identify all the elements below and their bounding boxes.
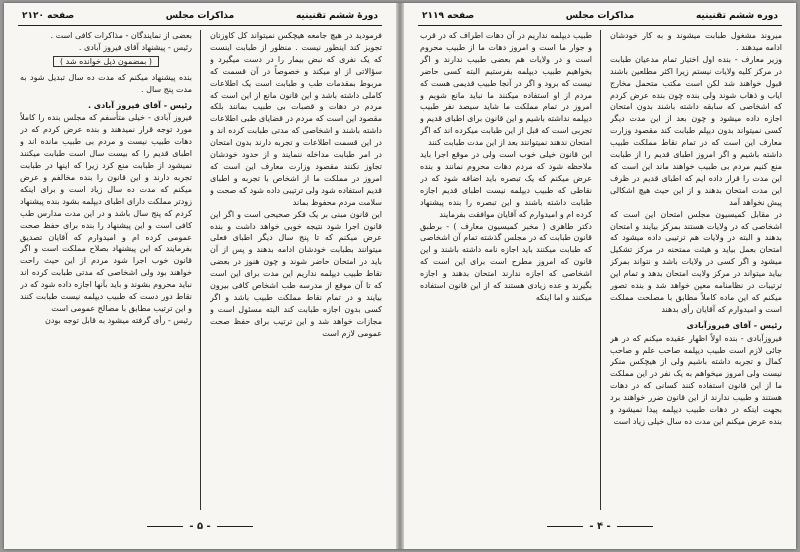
right-folio	[404, 521, 796, 532]
left-header-page-number: صفحه ۲۱۲۰	[22, 11, 75, 21]
right-header-page-number: صفحه ۲۱۱۹	[422, 11, 475, 21]
paragraph: فیروزآبادی - بنده اولاً اظهار عقیده میکنم که در هر جائی لازم است طبیب دیپلمه صاحب علم و صاحب کمال و تجربه داشته باشیم ولی از هیچکس منکر نیست ولی امروز میخواهم به یک نفر در این مملکت ما از این قانون استفاده کنند کسانی که در دهات هستند و طبیب ندارند از این قانون ضرر خواهند برد بجهت اینکه در دهات طبیب دیپلمه پیدا نمیشود و بنده عرض میکنم این مدت ده سال خیلی زیاد است	[610, 333, 782, 426]
book-spread	[4, 3, 796, 549]
left-page-header	[18, 9, 382, 25]
left-page-left-column	[20, 30, 192, 510]
folio-rule	[217, 526, 253, 527]
right-column-divider	[600, 30, 601, 510]
folio-rule	[617, 526, 653, 527]
paragraph: بعضی از نمایندگان - مذاکرات کافی است .	[50, 31, 192, 40]
paragraph: طبیب دیپلمه نداریم در آن دهات اطراف که در قرب و جوار ما است و امروز دهات ما از طبیب محروم است و در ولایات هم بعضی طبیب ندارند و اگر بخواهیم طبیب دیپلمه بفرستیم البته کسی حاضر نیست که برود و اگر در آنجا طبیب قدیمی هست که مردم از او استفاده میکنند ما نباید مانع شویم و امروز در تمام مملکت ما شاید سیصد نفر طبیب دیپلمه نداشته باشیم و این قانون برای اطبای قدیم و تجربی است که قبل از این طبابت میکرده اند که اگر امتحان ندهند نمیتوانند بعد از این مدت طبابت کنند	[420, 31, 592, 148]
paragraph: در مقابل کمیسیون مجلس امتحان این است که اشخاصی که در ولایات هستند بمرکز بیایند و امتحان بدهند و البته در ولایات هم ترتیبی داده میشود که امتحان بعمل بیاید و هیئت ممتحنه در مرکز تشکیل میشود و اگر کسی در ولایات باشد و نتواند بمرکز بیاید میتواند در مرکز ولایت امتحان بدهد و تمام این ترتیبات در نظامنامه معین خواهد شد و بنده تصور میکنم که این ماده کاملاً مطابق با مصلحت مملکت است و امیدوارم که آقایان رأی بدهند	[610, 209, 782, 314]
left-page-right-column	[210, 30, 382, 510]
paragraph: این قانون خیلی خوب است ولی در موقع اجرا باید ملاحظه شود که مردم دهات محروم نمانند و بنده عرض میکنم که یک تبصره باید اضافه شود که در نقاطی که طبیب دیپلمه نیست اطبای قدیم اجازه طبابت داشته باشند و این تبصره را بنده پیشنهاد کرده ام و امیدوارم که آقایان موافقت بفرمایند	[420, 150, 592, 219]
right-folio-number: - ۴ -	[589, 521, 611, 532]
speaker-line: رئیس - آقای فیروزآبادی	[686, 320, 782, 330]
left-header-rule	[18, 25, 382, 26]
left-column-divider	[200, 30, 201, 510]
paragraph: رئیس - رأی گرفته میشود به قابل توجه بودن	[44, 315, 192, 325]
folio-rule	[147, 526, 183, 527]
right-page-right-column	[610, 30, 782, 510]
paragraph: فیروز آبادی - خیلی متأسفم که مجلس بنده را کاملاً مورد توجه قرار نمیدهند و بنده عرض کردم که در دهات طبیب نیست و مردم بی طبیب مانده اند و اطبای قدیم را که بیست سال است طبابت میکنند نمیشود از طبابت منع کرد زیرا که اینها در طبابت تجربه دارند و این قانون را بنده مخالفم و عرض میکنم که مدت ده سال زیاد است و برای اینکه زودتر مملکت دارای اطبای دیپلمه بشود بنده پیشنهاد کردم که پنج سال باشد و در این مدت مدارس طب کافی است و این پیشنهاد را بنده برای حفظ صحت عمومی کرده ام و امیدوارم که آقایان تصدیق بفرمایند که این پیشنهاد بصلاح مملکت است و اگر قانون خوب اجرا شود مردم از این حیث راحت خواهند بود ولی اشخاصی که مدتی طبابت کرده اند نباید محروم بشوند و باید بآنها اجازه داده شود که در نقاط دور دست که طبیب دیپلمه نیست طبابت کنند و این ترتیب مطابق با مصالح عمومی است	[20, 113, 192, 313]
paragraph: دکتر طاهری ( مخبر کمیسیون معارف ) - برطبق قانون طبابت که در مجلس گذشته تمام آن اشخاصی که طبابت میکنند باید اجازه نامه داشته باشند و این قانون که امروز مطرح است برای این است که اشخاصی که اجازه ندارند امتحان بدهند و اجازه بگیرند و عده زیادی هستند که از این قانون استفاده میکنند و اما اینکه	[420, 221, 592, 302]
left-header-section: دورهٔ ششم تقنینیه	[295, 11, 378, 21]
paragraph: این قانون مبنی بر یک فکر صحیحی است و اگر این قانون اجرا شود نتیجه خوبی خواهد داشت و بنده عرض میکنم که تا پنج سال دیگر اطبای فعلی میتوانند بطبابت خودشان ادامه بدهند و پس از آن باید در امتحان حاضر شوند و چون هنوز در بعضی نقاط طبیب دیپلمه نداریم این مدت برای این است که تا آن موقع از مدرسه طب اشخاص کافی بیرون بیایند و در تمام نقاط مملکت طبیب باشد و اگر کسی بدون اجازه طبابت کند البته مسئول است و مجازات خواهد شد و این ترتیب برای حفظ صحت عمومی لازم است	[210, 209, 382, 338]
paragraph: رئیس - پیشنهاد آقای فیروز آبادی .	[78, 42, 192, 52]
paragraph: بنده پیشنهاد میکنم که مدت ده سال تبدیل شود به مدت پنج سال .	[20, 72, 192, 94]
paragraph: میروند مشغول طبابت میشوند و به کار خودشان ادامه میدهند .	[610, 31, 782, 52]
right-header-section: دوره ششم تقنینیه	[695, 11, 778, 21]
right-page-left-column	[420, 30, 592, 510]
motion-note: ( بمضمون ذیل خوانده شد )	[20, 56, 192, 68]
right-page-header	[418, 9, 782, 25]
paragraph: وزیر معارف - بنده اول اختیار تمام مدعیان طبابت در مرکز کلیه ولایات نیستم زیرا اکثر مطلعین باشند قبول خواهند شد لکن است مکتب متحمل مخارج ایاب و ذهاب شوند ولی بنده چون بنده عرض کردم که اشخاصی که سابقه داشته باشند بدون امتحان اجازه داده میشود و چون بعد از این مدت دیگر کسی نمیتواند بدون دیپلم طبابت کند مقصود وزارت معارف این است که در تمام نقاط مملکت طبیب داشته باشیم و اگر امروز اطبای قدیم را از طبابت منع کنیم مردم بی طبیب خواهند ماند این است که این مدت را قرار داده ایم که اطبای قدیم در ظرف این مدت امتحان بدهند و از این حیث هیچ اشکالی پیش نخواهد آمد	[610, 54, 782, 207]
left-page	[4, 3, 396, 549]
paragraph: فرمودید در هیچ جامعه هیچکس نمیتواند کل کاوزنان تجویز کند اینطور نیست . منظور از طبابت اینست که یک نفری که نبض بیمار را در دست میگیرد و سؤالاتی از او میکند و خصوصاً در آن قسمت که مربوط بمقدمات طب و طبابت است یک اطلاعات کاملی داشته باشد و این قانون مانع از این است که مردم در دهات و قصبات بی طبیب بمانند بلکه مقصود این است که مردم در قضایای طبی اطلاعات داشته باشند و اشخاصی که مدتی طبابت کرده اند و در این قسمت اطلاعات و تجربه دارند بدون امتحان در امر طبابت مداخله ننمایند و از حدود خودشان تجاوز نکنند مقصود وزارت معارف این است که امروز در مملکت ما از اشخاص با تجربه و اطبای قدیم استفاده شود ولی ترتیبی داده شود که صحت و سلامت مردم محفوظ بماند	[210, 31, 382, 207]
speaker-line: رئیس - آقای فیروز آبادی .	[87, 100, 192, 110]
folio-rule	[547, 526, 583, 527]
right-page	[404, 3, 796, 549]
right-header-rule	[418, 25, 782, 26]
right-header-title: مذاکرات مجلس	[565, 11, 635, 21]
book-gutter	[396, 3, 404, 549]
left-folio	[4, 521, 396, 532]
left-header-title: مذاکرات مجلس	[165, 11, 235, 21]
left-folio-number: - ۵ -	[189, 521, 211, 532]
